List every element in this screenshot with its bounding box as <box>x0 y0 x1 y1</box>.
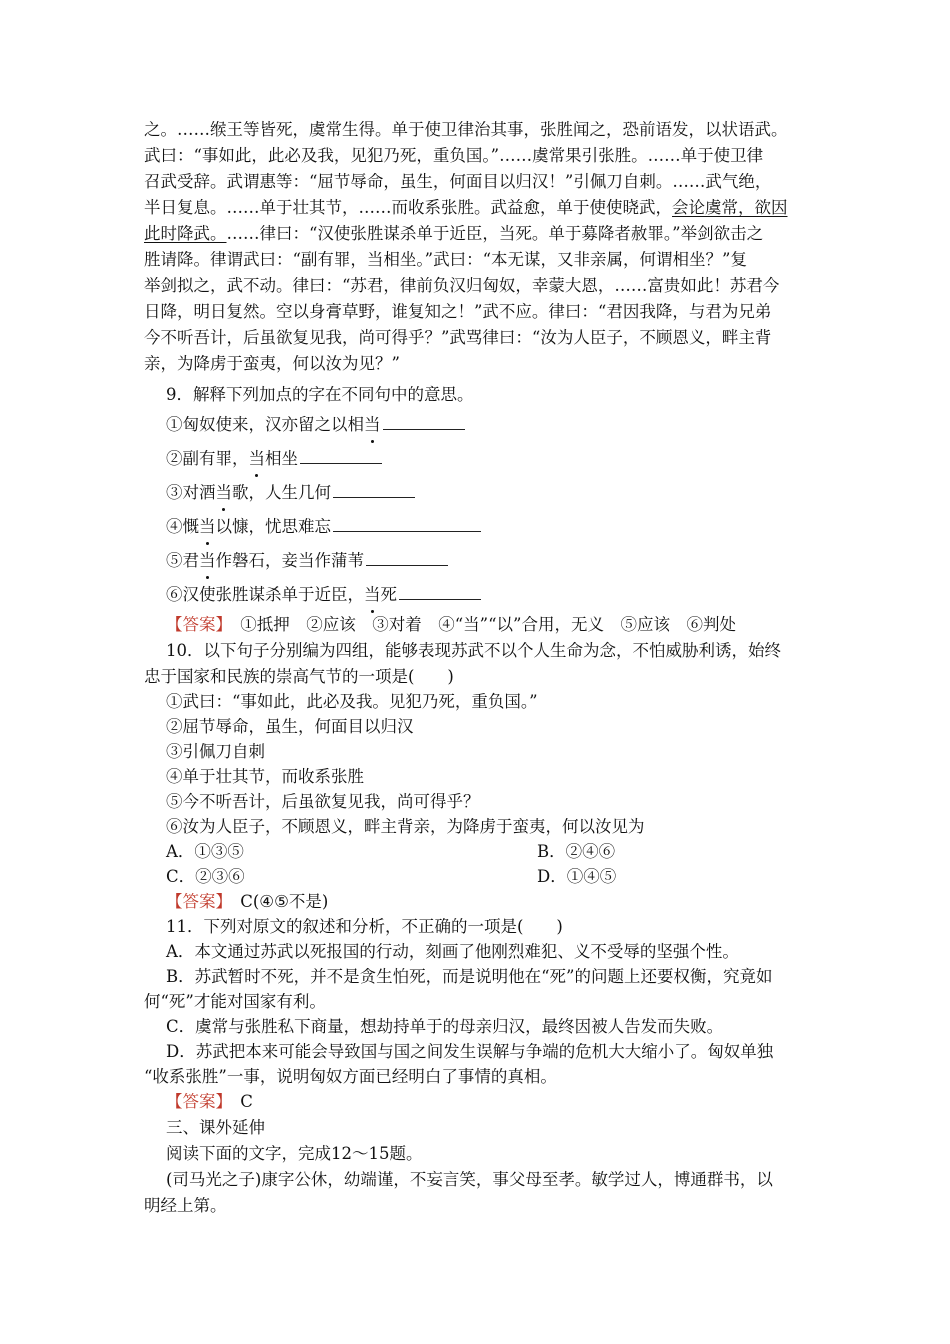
item-text: ①匈奴使来，汉亦留之以相 <box>166 415 364 434</box>
question-11-option-b-cont: 何“死”才能对国家有利。 <box>144 992 326 1011</box>
answer-blank[interactable] <box>383 411 465 430</box>
underlined-text: 会论虞常，欲因 <box>672 198 788 217</box>
reading-instruction: 阅读下面的文字，完成12～15题。 <box>166 1144 423 1163</box>
question-10-answer <box>166 890 328 914</box>
question-9-item <box>166 513 481 537</box>
question-10-options-row <box>166 865 766 889</box>
item-text: ⑤君 <box>166 551 199 570</box>
item-text: 歌，人生几何 <box>232 483 331 502</box>
question-9-answer <box>166 613 736 637</box>
dotted-char: 当 <box>199 549 216 573</box>
question-11-option-a[interactable]: A．本文通过苏武以死报国的行动，刻画了他刚烈难犯、义不受辱的坚强个性。 <box>166 942 739 961</box>
question-10-item: ②屈节辱命，虽生，何面目以归汉 <box>166 717 414 736</box>
question-10-item: ⑥汝为人臣子，不顾恩义，畔主背亲，为降虏于蛮夷，何以汝见为 <box>166 817 645 836</box>
question-9-item <box>166 445 382 469</box>
passage-line <box>144 196 788 220</box>
item-text: 死 <box>380 585 397 604</box>
question-9-item <box>166 547 448 571</box>
option-c[interactable]: C．②③⑥ <box>166 867 245 886</box>
question-10-options-row <box>166 840 766 864</box>
passage-line: 举剑拟之，武不动。律曰：“苏君，律前负汉归匈奴，幸蒙大恩，……富贵如此！苏君今 <box>144 276 780 295</box>
question-10-item: ③引佩刀自刺 <box>166 742 265 761</box>
question-10-item: ①武曰：“事如此，此必及我。见犯乃死，重负国。” <box>166 692 538 711</box>
answer-blank[interactable] <box>333 513 481 532</box>
option-b[interactable]: B．②④⑥ <box>537 842 616 861</box>
answer-blank[interactable] <box>366 547 448 566</box>
dotted-char: 当 <box>364 413 381 437</box>
question-9-item <box>166 581 481 605</box>
question-11-option-c[interactable]: C．虞常与张胜私下商量，想劫持单于的母亲归汉，最终因被人告发而失败。 <box>166 1017 724 1036</box>
passage-line: 胜请降。律谓武曰：“副有罪，当相坐。”武曰：“本无谋，又非亲属，何谓相坐？”复 <box>144 250 747 269</box>
answer-text: ①抵押 ②应该 ③对着 ④“当”“以”合用，无义 ⑤应该 ⑥判处 <box>240 615 736 634</box>
passage-line: 之。……缑王等皆死，虞常生得。单于使卫律治其事，张胜闻之，恐前语发，以状语武。 <box>144 120 788 139</box>
passage-line: 召武受辞。武谓惠等：“屈节辱命，虽生，何面目以归汉！”引佩刀自刺。……武气绝， <box>144 172 772 191</box>
option-d[interactable]: D．①④⑤ <box>537 867 617 886</box>
dotted-char: 当 <box>364 583 381 607</box>
answer-blank[interactable] <box>399 581 481 600</box>
answer-blank[interactable] <box>333 479 415 498</box>
dotted-char: 当 <box>216 481 233 505</box>
question-11-option-d-cont: “收系张胜”一事，说明匈奴方面已经明白了事情的真相。 <box>144 1067 557 1086</box>
question-11-answer <box>166 1090 253 1114</box>
passage-line: 武曰：“事如此，此必及我，见犯乃死，重负国。”……虞常果引张胜。……单于使卫律 <box>144 146 764 165</box>
item-text: ②副有罪， <box>166 449 249 468</box>
dotted-char: 当 <box>199 515 216 539</box>
passage-text: ……律曰：“汉使张胜谋杀单于近臣，当死。单于募降者赦罪。”举剑欲击之 <box>226 224 764 243</box>
item-text: 相坐 <box>265 449 298 468</box>
reading-text: 明经上第。 <box>144 1196 227 1215</box>
passage-line: 亲，为降虏于蛮夷，何以汝为见？” <box>144 354 400 373</box>
item-text: ⑥汉使张胜谋杀单于近臣， <box>166 585 364 604</box>
reading-text: (司马光之子)康字公休，幼端谨，不妄言笑，事父母至孝。敏学过人，博通群书，以 <box>166 1170 773 1189</box>
item-text: 作磐石，妾当作蒲苇 <box>215 551 364 570</box>
question-9-stem: 9．解释下列加点的字在不同句中的意思。 <box>166 385 474 404</box>
passage-line <box>144 222 763 246</box>
passage-text: 半日复息。……单于壮其节，……而收系张胜。武益愈，单于使使晓武， <box>144 198 672 217</box>
dotted-char: 当 <box>249 447 266 471</box>
question-10-stem: 忠于国家和民族的崇高气节的一项是( ) <box>144 667 454 686</box>
answer-label: 【答案】 <box>166 615 224 634</box>
underlined-text: 此时降武。 <box>144 224 227 243</box>
question-9-item <box>166 411 465 435</box>
item-text: 以慷，忧思难忘 <box>215 517 331 536</box>
answer-label: 【答案】 <box>166 1092 224 1111</box>
answer-text: C <box>240 1092 253 1111</box>
option-a[interactable]: A．①③⑤ <box>166 842 244 861</box>
passage-line: 今不听吾计，后虽欲复见我，尚可得乎？”武骂律曰：“汝为人臣子，不顾恩义，畔主背 <box>144 328 772 347</box>
question-11-option-d[interactable]: D．苏武把本来可能会导致国与国之间发生误解与争端的危机大大缩小了。匈奴单独 <box>166 1042 774 1061</box>
answer-label: 【答案】 <box>166 892 224 911</box>
question-10-item: ⑤今不听吾计，后虽欲复见我，尚可得乎？ <box>166 792 480 811</box>
question-11-stem: 11．下列对原文的叙述和分析，不正确的一项是( ) <box>166 917 563 936</box>
answer-text: C(④⑤不是) <box>240 892 329 911</box>
section-heading: 三、课外延伸 <box>166 1118 265 1137</box>
question-10-item: ④单于壮其节，而收系张胜 <box>166 767 364 786</box>
question-9-item <box>166 479 415 503</box>
question-10-stem: 10．以下句子分别编为四组，能够表现苏武不以个人生命为念，不怕威胁利诱，始终 <box>166 641 781 660</box>
question-11-option-b[interactable]: B．苏武暂时不死，并不是贪生怕死，而是说明他在“死”的问题上还要权衡，究竟如 <box>166 967 773 986</box>
passage-line: 日降，明日复然。空以身膏草野，谁复知之！”武不应。律曰：“君因我降，与君为兄弟 <box>144 302 772 321</box>
item-text: ④慨 <box>166 517 199 536</box>
item-text: ③对酒 <box>166 483 216 502</box>
answer-blank[interactable] <box>300 445 382 464</box>
